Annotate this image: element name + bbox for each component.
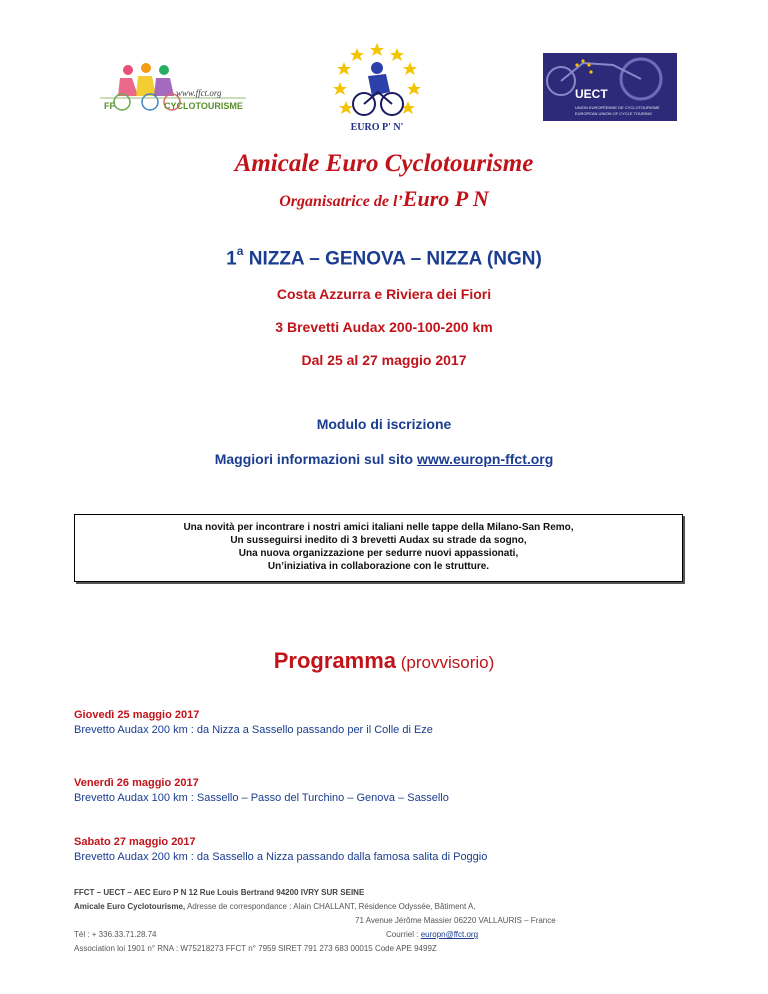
program-day: [74, 836, 487, 863]
footer-correspondence: Adresse de correspondance : Alain CHALLANT, Résidence Odyssée, Bâtiment A,: [185, 902, 476, 911]
program-day: [74, 777, 449, 804]
event-name: NIZZA – GENOVA – NIZZA (NGN): [243, 248, 542, 270]
ffct-ff-label: FF: [104, 101, 115, 111]
footer-address: FFCT – UECT – AEC Euro P N 12 Rue Louis Bertrand 94200 IVRY SUR SEINE: [74, 888, 365, 897]
ffct-logo: [98, 58, 248, 130]
program-day-date: Giovedì 25 maggio 2017: [74, 709, 200, 721]
event-title: [0, 246, 768, 270]
ffct-url: www.ffct.org: [176, 88, 222, 98]
organizer-line: [0, 186, 768, 212]
footer-contact-line: [74, 930, 479, 939]
footer-street-line: 71 Avenue Jérôme Massier 06220 VALLAURIS – France: [355, 916, 556, 925]
website-link[interactable]: www.europn-ffct.org: [416, 451, 554, 467]
region-subtitle: Costa Azzurra e Riviera dei Fiori: [276, 286, 492, 302]
more-info-prefix: Maggiori informazioni sul sito: [214, 451, 417, 467]
europn-logo: [322, 40, 432, 136]
intro-line: Un susseguirsi inedito di 3 brevetti Audax su strade da sogno,: [230, 535, 527, 546]
star-ring-cyclist-icon: [322, 40, 432, 124]
event-ordinal: a: [236, 244, 244, 258]
footer-email-link[interactable]: europn@ffct.org: [420, 930, 479, 939]
program-heading: [0, 648, 768, 674]
organizer-event: Euro P N: [402, 186, 489, 211]
program-title: Programma: [273, 648, 397, 673]
organizer-prefix: Organisatrice de l’: [279, 193, 403, 210]
footer-org-name: Amicale Euro Cyclotourisme,: [74, 902, 186, 911]
program-day: [74, 709, 433, 736]
dates-subtitle: Dal 25 al 27 maggio 2017: [301, 352, 467, 368]
registration-form-heading: Modulo di iscrizione: [316, 416, 452, 432]
europn-logo-text: EURO P' N': [350, 122, 404, 133]
program-day-description: Brevetto Audax 200 km : da Nizza a Sassello passando per il Colle di Eze: [74, 724, 433, 736]
intro-line: Una nuova organizzazione per sedurre nuovi appassionati,: [238, 548, 519, 559]
intro-line: Un’iniziativa in collaborazione con le strutture.: [267, 561, 490, 572]
brevetti-subtitle: 3 Brevetti Audax 200-100-200 km: [275, 319, 493, 335]
uect-logo-text: UECT: [575, 87, 608, 101]
ffct-cyclo-label: CYCLOTOURISME: [164, 101, 243, 111]
program-day-description: Brevetto Audax 200 km : da Sassello a Nizza passando dalla famosa salita di Poggio: [74, 851, 488, 863]
organization-name: Amicale Euro Cyclotourisme: [234, 150, 534, 177]
footer-email-wrap: [386, 930, 478, 939]
footer-address-line: [74, 888, 364, 897]
event-number: 1: [226, 248, 237, 270]
uect-logo: [543, 53, 677, 121]
program-note: (provvisorio): [396, 653, 495, 672]
intro-box: [74, 514, 683, 582]
uect-logo-subtitle-fr: UNION EUROPÉENNE DE CYCLOTOURISME: [575, 105, 660, 110]
intro-line: Una novità per incontrare i nostri amici italiani nelle tappe della Milano-San Remo,: [183, 522, 574, 533]
uect-logo-subtitle-en: EUROPEAN UNION OF CYCLE TOURING: [575, 111, 652, 116]
program-day-description: Brevetto Audax 100 km : Sassello – Passo del Turchino – Genova – Sassello: [74, 792, 449, 804]
program-day-date: Sabato 27 maggio 2017: [74, 836, 196, 848]
footer-correspondence-line: [74, 902, 476, 911]
footer-phone: Tél : + 336.33.71.28.74: [74, 930, 157, 939]
footer-email-label: Courriel :: [386, 930, 421, 939]
footer-registration-line: Association loi 1901 n° RNA : W75218273 FFCT n° 7959 SIRET 791 273 683 00015 Code APE 9499Z: [74, 944, 437, 953]
more-info-line: [0, 451, 768, 467]
program-day-date: Venerdì 26 maggio 2017: [74, 777, 199, 789]
cyclists-icon: [98, 58, 248, 130]
